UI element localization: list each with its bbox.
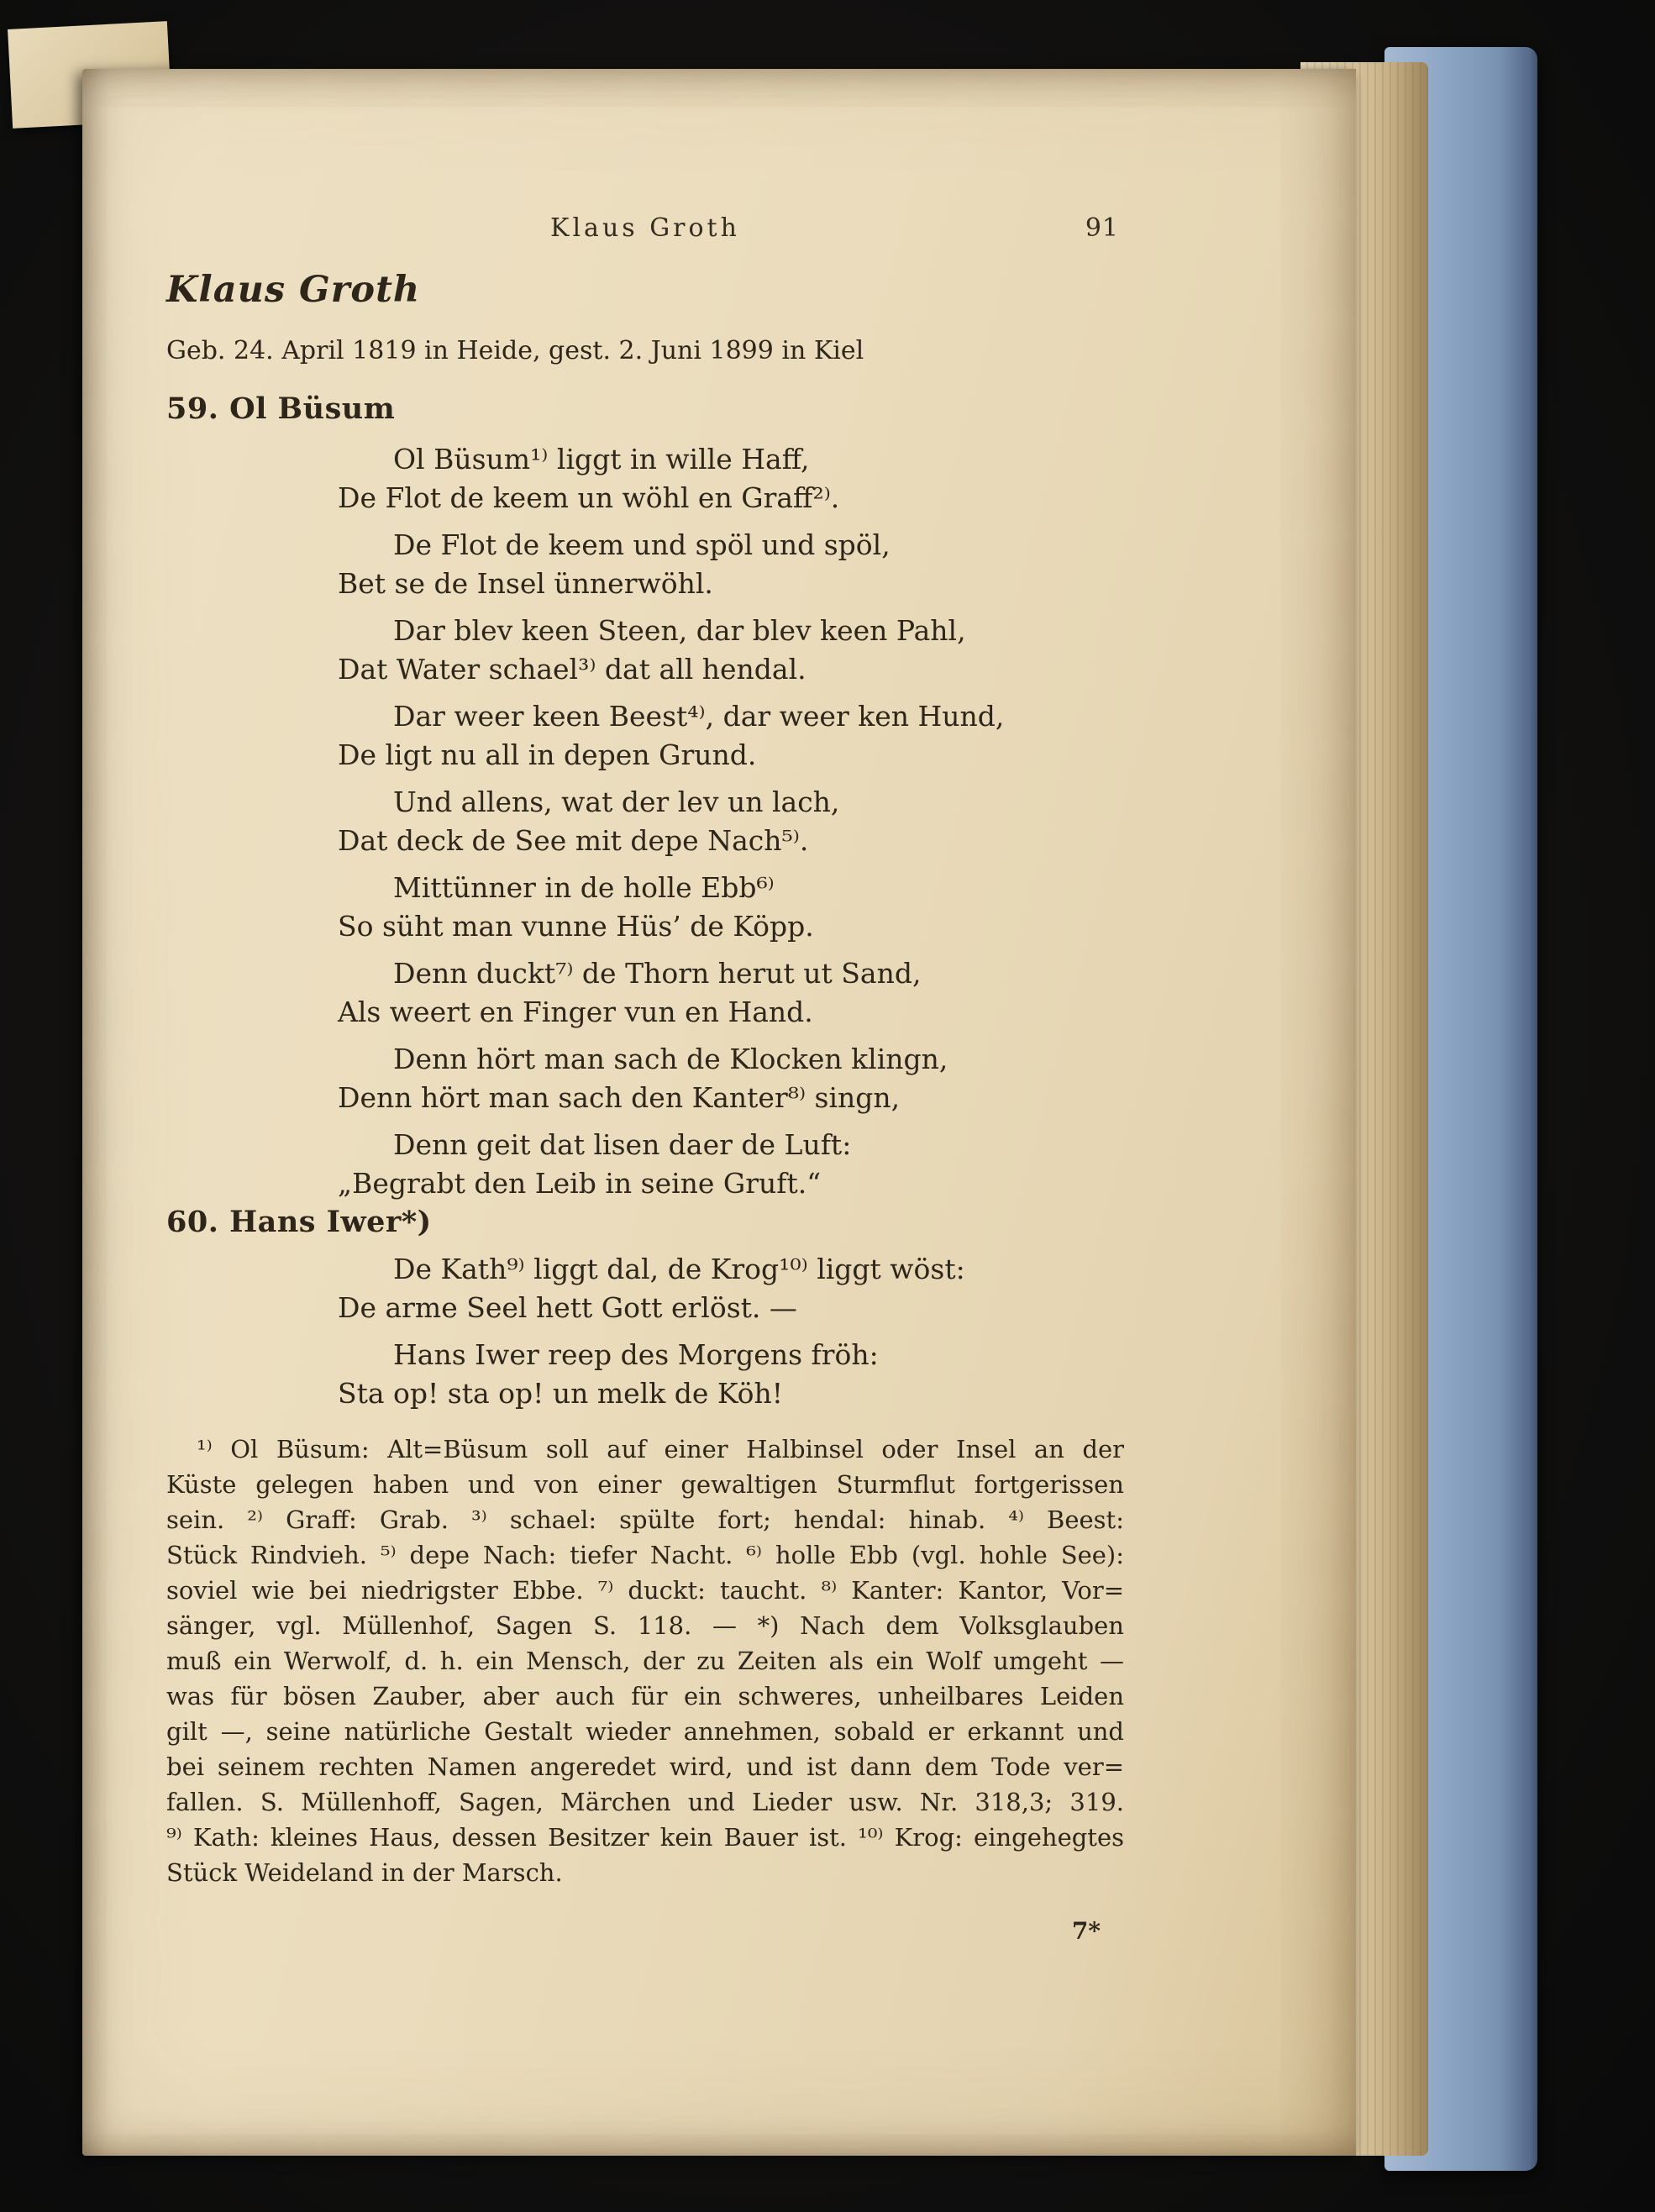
stanza (338, 954, 1124, 1032)
running-title: Klaus Groth (550, 213, 740, 243)
footnote-line: Küste gelegen haben und von einer gewaltigen Sturmflut fortgerissen (166, 1470, 1124, 1499)
stanza (338, 1126, 1124, 1203)
page-text-column (166, 69, 1124, 2156)
poem-line: Als weert en Finger vun en Hand. (338, 996, 813, 1028)
poem-line: Und allens, wat der lev un lach, (393, 785, 840, 818)
running-header (166, 213, 1124, 243)
poem-line: Dar blev keen Steen, dar blev keen Pahl, (393, 614, 966, 647)
stanza (338, 1250, 1124, 1327)
poem-line: Denn hört man sach de Klocken klingn, (393, 1043, 948, 1075)
page-number: 91 (1085, 213, 1119, 243)
stanza (338, 1040, 1124, 1117)
footnote-line: ¹⁾ Ol Büsum: Alt=Büsum soll auf einer Halbinsel oder Insel an der (197, 1435, 1124, 1463)
footnote-line: bei seinem rechten Namen angeredet wird, und ist dann dem Tode ver= (166, 1752, 1124, 1781)
poem-line: De Flot de keem und spöl und spöl, (393, 528, 891, 561)
footnotes (166, 1432, 1124, 1890)
footnote-line: ⁹⁾ Kath: kleines Haus, dessen Besitzer kein Bauer ist. ¹⁰⁾ Krog: eingehegtes (166, 1823, 1124, 1852)
stanza (338, 526, 1124, 603)
poem-line: Dat Water schael³⁾ dat all hendal. (338, 653, 806, 686)
author-name: Klaus Groth (166, 269, 421, 311)
stanza (338, 869, 1124, 946)
footnote-line: was für bösen Zauber, aber auch für ein schweres, unheilbares Leiden (166, 1682, 1124, 1710)
stanza (338, 1336, 1124, 1413)
stanza (338, 697, 1124, 775)
poem-59-heading: 59. Ol Büsum (166, 391, 396, 426)
poem-line: Sta op! sta op! un melk de Köh! (338, 1377, 784, 1410)
poem-line: Denn geit dat lisen daer de Luft: (393, 1128, 852, 1161)
signature-mark: 7* (1071, 1917, 1101, 1945)
poem-line: So süht man vunne Hüs’ de Köpp. (338, 910, 814, 943)
stanza (338, 783, 1124, 860)
stanza (338, 440, 1124, 518)
poem-60-heading: 60. Hans Iwer*) (166, 1205, 432, 1239)
poem-line: Dat deck de See mit depe Nach⁵⁾. (338, 824, 809, 857)
author-dates: Geb. 24. April 1819 in Heide, gest. 2. Juni 1899 in Kiel (166, 336, 864, 365)
poem-line: De Flot de keem un wöhl en Graff²⁾. (338, 481, 840, 514)
poem-line: Bet se de Insel ünnerwöhl. (338, 567, 713, 600)
footnote-line: muß ein Werwolf, d. h. ein Mensch, der zu Zeiten als ein Wolf umgeht — (166, 1647, 1124, 1675)
poem-line: Denn hört man sach den Kanter⁸⁾ singn, (338, 1081, 901, 1114)
poem-line: De arme Seel hett Gott erlöst. — (338, 1291, 797, 1324)
poem-line: De ligt nu all in depen Grund. (338, 738, 757, 771)
footnote-line: gilt —, seine natürliche Gestalt wieder annehmen, sobald er erkannt und (166, 1717, 1124, 1746)
footnote-line: fallen. S. Müllenhoff, Sagen, Märchen und Lieder usw. Nr. 318,3; 319. (166, 1788, 1124, 1816)
poem-line: „Begrabt den Leib in seine Gruft.“ (338, 1167, 822, 1200)
poem-line: Dar weer keen Beest⁴⁾, dar weer ken Hund, (393, 700, 1005, 733)
poem-60 (338, 1250, 1124, 1421)
book-page (82, 69, 1356, 2156)
footnote-line: soviel wie bei niedrigster Ebbe. ⁷⁾ duckt: taucht. ⁸⁾ Kanter: Kantor, Vor= (166, 1576, 1124, 1605)
footnote-line: Stück Weideland in der Marsch. (166, 1858, 563, 1887)
poem-line: Denn duckt⁷⁾ de Thorn herut ut Sand, (393, 957, 922, 990)
stanza (338, 612, 1124, 689)
footnote-line: sänger, vgl. Müllenhof, Sagen S. 118. — *) Nach dem Volksglauben (166, 1611, 1124, 1640)
poem-line: Ol Büsum¹⁾ liggt in wille Haff, (393, 443, 810, 476)
footnote-line: Stück Rindvieh. ⁵⁾ depe Nach: tiefer Nacht. ⁶⁾ holle Ebb (vgl. hohle See): (166, 1541, 1124, 1569)
footnote-line: sein. ²⁾ Graff: Grab. ³⁾ schael: spülte fort; hendal: hinab. ⁴⁾ Beest: (166, 1505, 1124, 1534)
poem-line: Hans Iwer reep des Morgens fröh: (393, 1338, 879, 1371)
poem-line: Mittünner in de holle Ebb⁶⁾ (393, 871, 775, 904)
poem-59 (338, 440, 1124, 1211)
poem-line: De Kath⁹⁾ liggt dal, de Krog¹⁰⁾ liggt wöst: (393, 1253, 965, 1285)
